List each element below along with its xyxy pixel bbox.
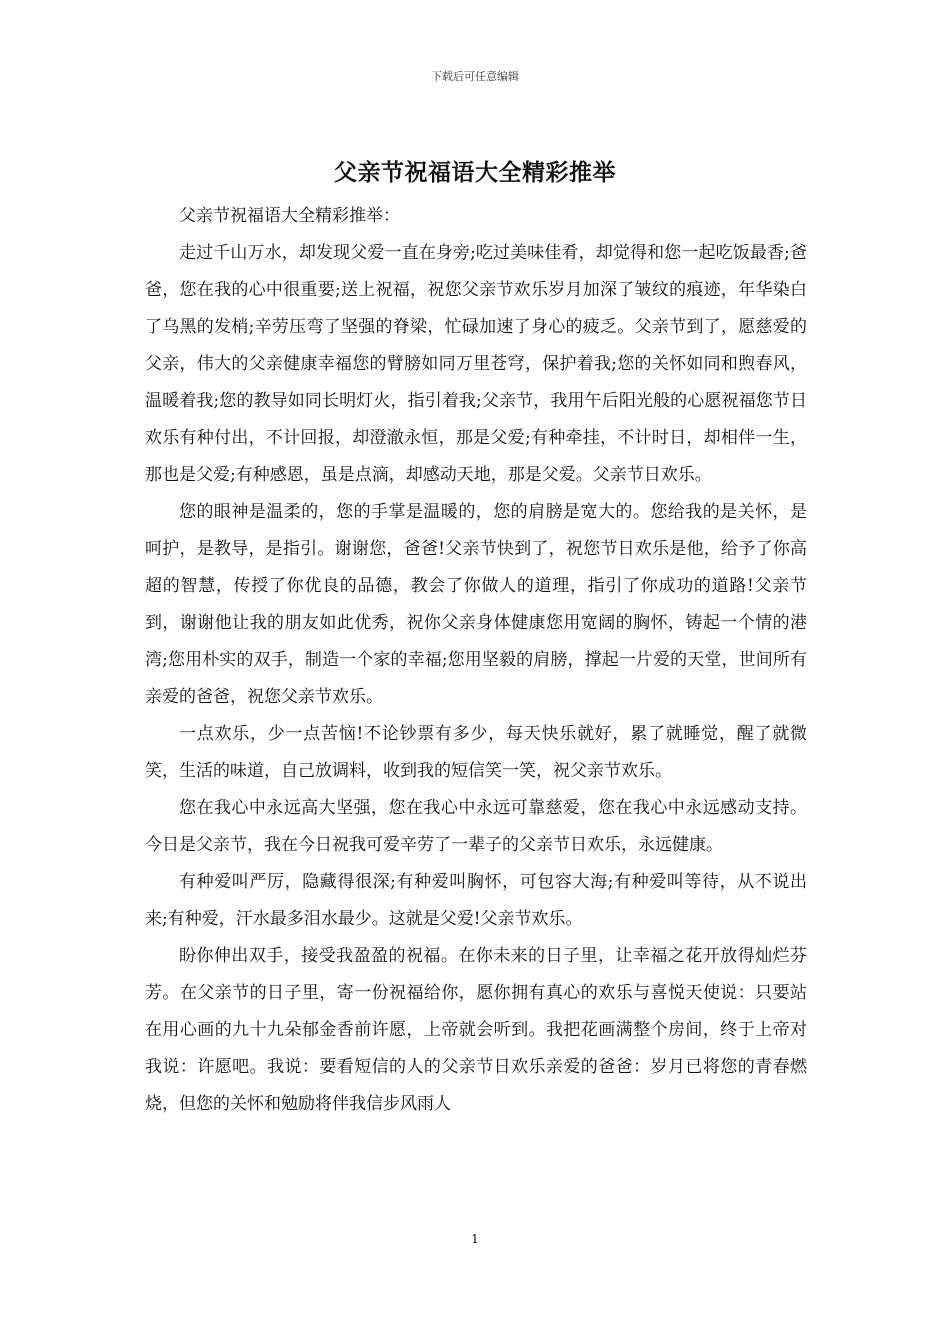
paragraph: 您在我心中永远高大坚强，您在我心中永远可靠慈爱，您在我心中永远感动支持。今日是父亲节，我在今日祝我可爱辛劳了一辈子的父亲节日欢乐，永远健康。 [145, 798, 807, 855]
paragraph: 您的眼神是温柔的，您的手掌是温暖的，您的肩膀是宽大的。您给我的是关怀，是呵护，是教导，是指引。谢谢您，爸爸!父亲节快到了，祝您节日欢乐是他，给予了你高超的智慧，传授了你优良的品德，教会了你做人的道理，指引了你成功的道路!父亲节到，谢谢他让我的朋友如此优秀，祝你父亲身体健康您用宽阔的胸怀，铸起一个情的港湾;您用朴实的双手，制造一个家的幸福;您用坚毅的肩膀，撑起一片爱的天堂，世间所有亲爱的爸爸，祝您父亲节欢乐。 [145, 502, 807, 707]
document-title: 父亲节祝福语大全精彩推举 [334, 159, 616, 186]
paragraph: 走过千山万水，却发现父爱一直在身旁;吃过美味佳肴，却觉得和您一起吃饭最香;爸爸，您在我的心中很重要;送上祝福，祝您父亲节欢乐岁月加深了皱纹的痕迹，年华染白了乌黑的发梢;辛劳压弯了坚强的脊梁，忙碌加速了身心的疲乏。父亲节到了，愿慈爱的父亲，伟大的父亲健康幸福您的臂膀如同万里苍穹，保护着我;您的关怀如同和煦春风，温暖着我;您的教导如同长明灯火，指引着我;父亲节，我用午后阳光般的心愿祝福您节日欢乐有种付出，不计回报，却澄澈永恒，那是父爱;有种牵挂，不计时日，却相伴一生，那也是父爱;有种感恩，虽是点滴，却感动天地，那是父爱。父亲节日欢乐。 [145, 243, 807, 485]
header-note: 下载后可任意编辑 [431, 70, 519, 83]
paragraph-intro: 父亲节祝福语大全精彩推举： [179, 206, 400, 226]
page-number: 1 [471, 1232, 479, 1246]
document-body [145, 198, 807, 1123]
paragraph: 盼你伸出双手，接受我盈盈的祝福。在你未来的日子里，让幸福之花开放得灿烂芬芳。在父亲节的日子里，寄一份祝福给你，愿你拥有真心的欢乐与喜悦天使说：只要站在用心画的九十九朵郁金香前许愿，上帝就会听到。我把花画满整个房间，终于上帝对我说：许愿吧。我说：要看短信的人的父亲节日欢乐亲爱的爸爸：岁月已将您的青春燃烧，但您的关怀和勉励将伴我信步风雨人 [145, 946, 807, 1114]
paragraph: 有种爱叫严厉，隐藏得很深;有种爱叫胸怀，可包容大海;有种爱叫等待，从不说出来;有种爱，汗水最多泪水最少。这就是父爱!父亲节欢乐。 [145, 872, 807, 929]
paragraph: 一点欢乐，少一点苦恼!不论钞票有多少，每天快乐就好，累了就睡觉，醒了就微笑，生活的味道，自己放调料，收到我的短信笑一笑，祝父亲节欢乐。 [145, 724, 807, 781]
